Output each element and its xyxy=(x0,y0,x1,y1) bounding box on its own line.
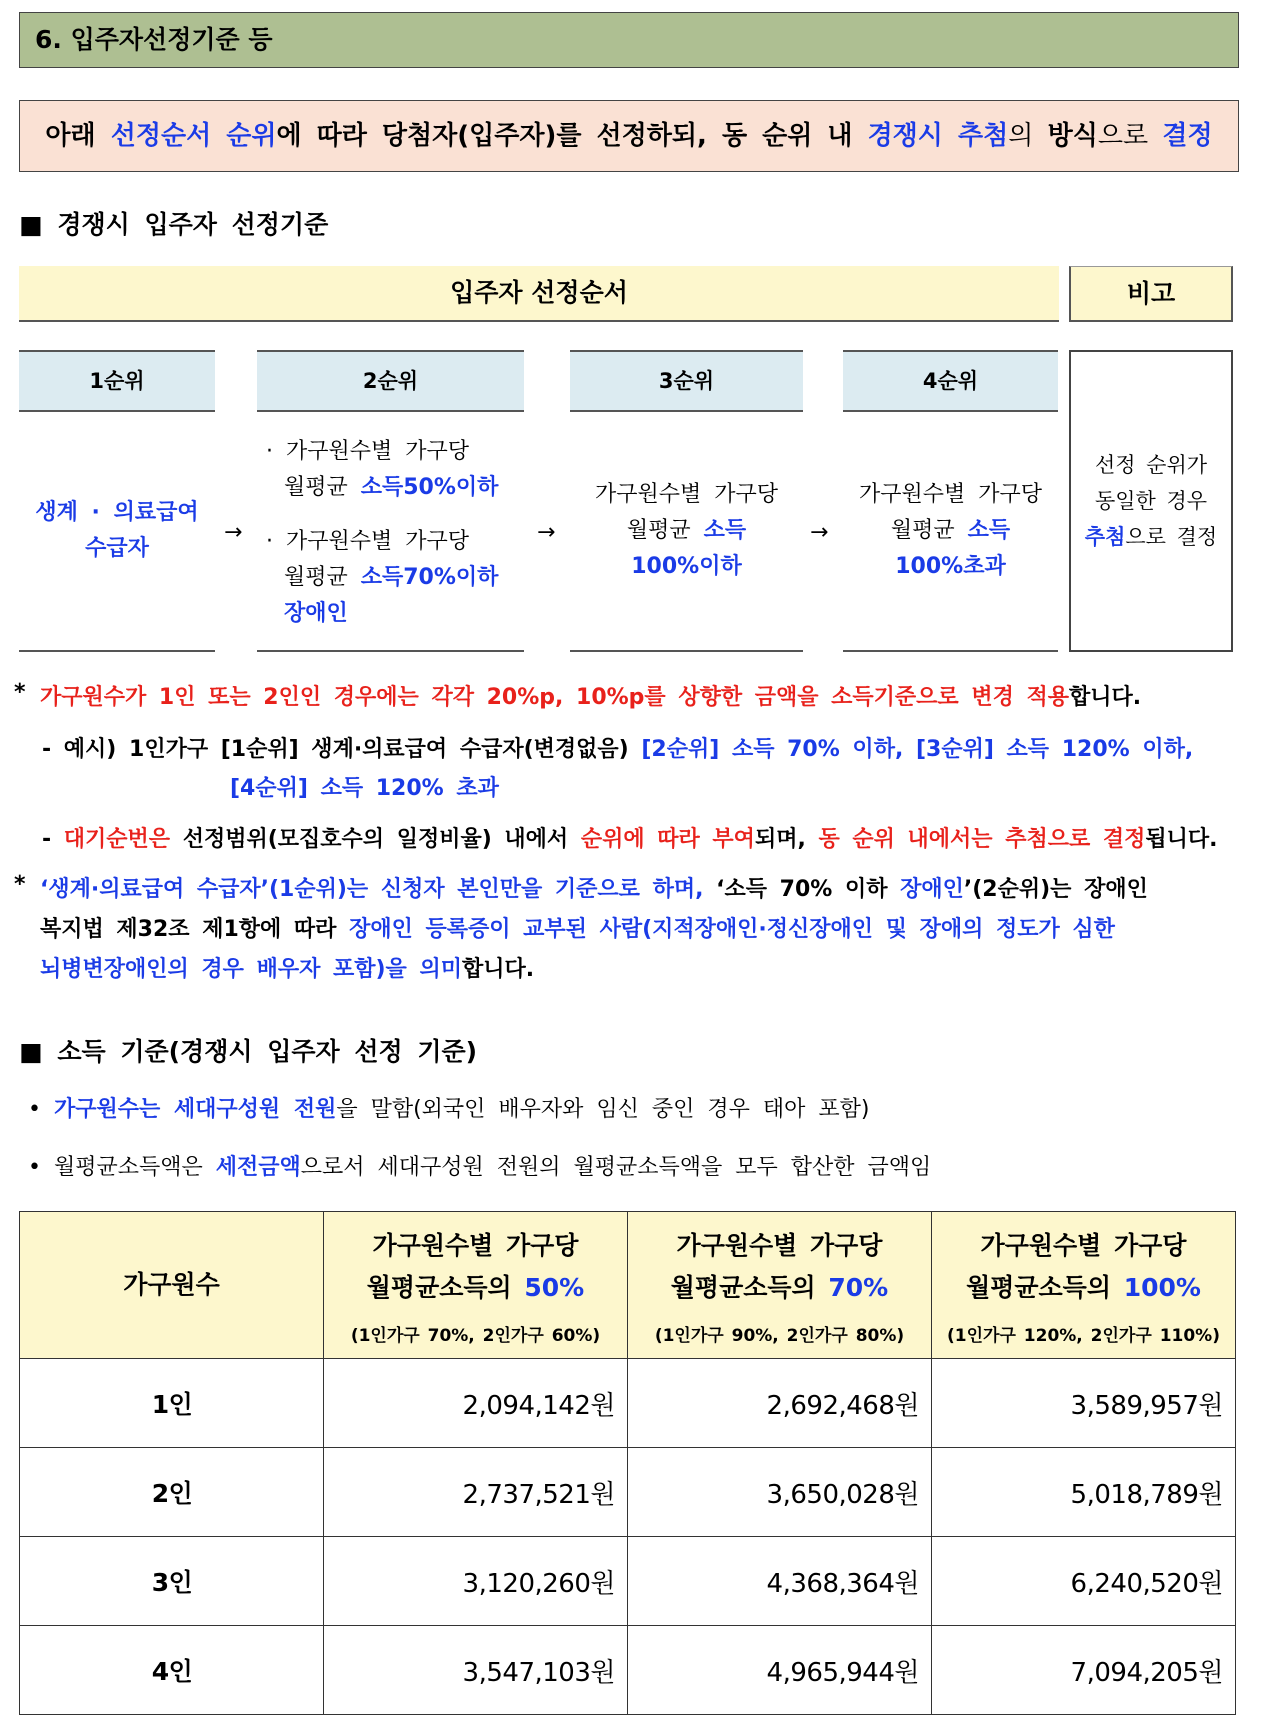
rank3-text: 월평균 xyxy=(626,518,704,543)
rank2-header: 2순위 xyxy=(257,350,524,412)
rank4-highlight: 소득 xyxy=(967,518,1011,543)
rank4-text: 월평균 xyxy=(890,518,968,543)
rank3-line xyxy=(595,513,778,549)
heading-income-criteria: ■ 소득 기준(경쟁시 입주자 선정 기준) xyxy=(19,1037,478,1066)
header-pct: 100% xyxy=(1123,1272,1201,1302)
rank3-header: 3순위 xyxy=(570,350,803,412)
cell-70pct: 3,650,028원 xyxy=(628,1448,932,1537)
note-text: 합니다. xyxy=(461,957,535,982)
note-blue: ‘생계·의료급여 수급자’(1순위)는 신청자 본인만을 기준으로 하며, xyxy=(40,877,704,902)
note-red: 순위에 따라 부여 xyxy=(580,827,755,852)
note-example-line2: [4순위] 소득 120% 초과 xyxy=(230,776,499,801)
rank2-line: · 가구원수별 가구당 xyxy=(266,439,469,464)
rank2-text: 월평균 xyxy=(284,475,361,500)
table-row xyxy=(20,1537,1236,1626)
note-text: ‘소득 70% 이하 xyxy=(703,877,901,902)
rank2-line: · 가구원수별 가구당 xyxy=(266,529,469,554)
rank1-line: 생계 · 의료급여 xyxy=(35,500,199,525)
rank4-header: 4순위 xyxy=(843,350,1058,412)
remark-line xyxy=(1085,519,1217,555)
table-header-row xyxy=(20,1212,1236,1359)
rank2-highlight: 소득50%이하 xyxy=(360,475,499,500)
notice-text: 의 xyxy=(1008,121,1048,151)
header-sub: (1인가구 70%, 2인가구 60%) xyxy=(350,1325,601,1346)
notice-highlight: 결정 xyxy=(1162,121,1213,151)
bullet-text: 을 말함(외국인 배우자와 임신 중인 경우 태아 포함) xyxy=(336,1097,870,1122)
section-title: 6. 입주자선정기준 등 xyxy=(19,12,1239,68)
remark-text: 으로 결정 xyxy=(1125,525,1218,549)
note-recipient-line2 xyxy=(40,912,1115,943)
header-50pct xyxy=(324,1212,628,1359)
notice-text: 에 따라 당첨자(입주자)를 선정하되, 동 순위 내 xyxy=(276,121,868,151)
remark-line: 동일한 경우 xyxy=(1094,489,1208,513)
cell-50pct: 3,547,103원 xyxy=(324,1626,628,1715)
header-line xyxy=(324,1267,627,1309)
remark-line: 선정 순위가 xyxy=(1094,453,1208,477)
rank1-body xyxy=(19,412,215,652)
note-recipient-line1 xyxy=(40,872,1148,903)
heading-selection-criteria: ■ 경쟁시 입주자 선정기준 xyxy=(19,210,329,239)
header-text: 월평균소득의 xyxy=(966,1272,1124,1302)
rank2-highlight: 소득70%이하 xyxy=(360,565,499,590)
cell-70pct: 4,965,944원 xyxy=(628,1626,932,1715)
note-text: - 예시) 1인가구 [1순위] 생계·의료급여 수급자(변경없음) xyxy=(42,737,642,762)
bullet-text: 으로서 세대구성원 전원의 월평균소득액을 모두 합산한 금액임 xyxy=(300,1155,932,1180)
rank1-line: 수급자 xyxy=(85,536,149,561)
header-sub: (1인가구 120%, 2인가구 110%) xyxy=(947,1325,1220,1346)
notice-text: 아래 xyxy=(45,121,111,151)
header-text: 월평균소득의 xyxy=(366,1272,525,1302)
rank2-body xyxy=(257,412,524,652)
note-blue: [2순위] 소득 70% 이하, [3순위] 소득 120% 이하, xyxy=(641,737,1194,762)
table-row xyxy=(20,1626,1236,1715)
cell-100pct: 5,018,789원 xyxy=(932,1448,1236,1537)
bullet-dot-icon: • xyxy=(28,1155,41,1180)
note-blue: 장애인 xyxy=(900,877,964,902)
note-example xyxy=(42,732,1193,763)
cell-100pct: 3,589,957원 xyxy=(932,1359,1236,1448)
bullet-dot-icon: • xyxy=(28,1097,41,1122)
arrow-icon: → xyxy=(537,520,556,545)
note-recipient-line3 xyxy=(40,952,534,983)
rank3-line: 100%이하 xyxy=(631,554,742,579)
rank2-line xyxy=(284,560,498,596)
row-label: 1인 xyxy=(20,1359,324,1448)
notice-highlight: 선정순서 순위 xyxy=(110,121,277,151)
bullet-household-members xyxy=(28,1092,870,1123)
note-text: 됩니다. xyxy=(1145,827,1218,852)
selection-order-banner: 입주자 선정순서 xyxy=(19,266,1059,322)
note-text: 선정범위(모집호수의 일정비율) 내에서 xyxy=(170,827,581,852)
note-text: ’(2순위)는 장애인 xyxy=(963,877,1148,902)
header-line xyxy=(932,1267,1235,1309)
cell-70pct: 4,368,364원 xyxy=(628,1537,932,1626)
rank2-text: 월평균 xyxy=(284,565,361,590)
header-line: 가구원수별 가구당 xyxy=(676,1230,883,1260)
remark-banner: 비고 xyxy=(1069,266,1233,322)
header-pct: 50% xyxy=(524,1272,585,1302)
header-100pct xyxy=(932,1212,1236,1359)
selection-notice xyxy=(19,100,1239,172)
row-label: 3인 xyxy=(20,1537,324,1626)
note-text: 합니다. xyxy=(1069,685,1142,710)
header-line xyxy=(628,1267,931,1309)
header-text: 월평균소득의 xyxy=(670,1272,829,1302)
bullet-monthly-income xyxy=(28,1150,931,1181)
remark-highlight: 추첨 xyxy=(1084,525,1126,549)
header-line: 가구원수별 가구당 xyxy=(980,1230,1187,1260)
rank1-header: 1순위 xyxy=(19,350,215,412)
row-label: 4인 xyxy=(20,1626,324,1715)
cell-100pct: 6,240,520원 xyxy=(932,1537,1236,1626)
header-pct: 70% xyxy=(828,1272,889,1302)
note-blue: 뇌병변장애인의 경우 배우자 포함)을 의미 xyxy=(40,957,462,982)
note-star: * xyxy=(14,680,26,705)
note-income-adjust xyxy=(40,680,1141,711)
table-row xyxy=(20,1448,1236,1537)
rank4-body xyxy=(843,412,1058,652)
cell-50pct: 3,120,260원 xyxy=(324,1537,628,1626)
cell-100pct: 7,094,205원 xyxy=(932,1626,1236,1715)
cell-50pct: 2,737,521원 xyxy=(324,1448,628,1537)
cell-70pct: 2,692,468원 xyxy=(628,1359,932,1448)
rank3-highlight: 소득 xyxy=(703,518,747,543)
notice-highlight: 경쟁시 추첨 xyxy=(867,121,1009,151)
notice-text: 방식 xyxy=(1047,121,1098,151)
bullet-highlight: 세전금액 xyxy=(215,1155,301,1180)
bullet-highlight: 가구원수는 세대구성원 전원 xyxy=(53,1097,337,1122)
remark-box xyxy=(1069,350,1233,652)
note-red: 대기순번은 xyxy=(63,827,171,852)
note-text: - xyxy=(42,827,64,852)
cell-50pct: 2,094,142원 xyxy=(324,1359,628,1448)
header-70pct xyxy=(628,1212,932,1359)
bullet-text: 월평균소득액은 xyxy=(53,1155,216,1180)
arrow-icon: → xyxy=(224,520,243,545)
row-label: 2인 xyxy=(20,1448,324,1537)
header-sub: (1인가구 90%, 2인가구 80%) xyxy=(654,1325,905,1346)
header-household-size xyxy=(20,1212,324,1359)
note-red: 가구원수가 1인 또는 2인인 경우에는 각각 20%p, 10%p를 상향한 금액을 소득기준으로 변경 적용 xyxy=(40,685,1070,710)
rank2-line xyxy=(284,470,498,506)
note-text: 복지법 제32조 제1항에 따라 xyxy=(40,917,350,942)
header-line: 가구원수별 가구당 xyxy=(372,1230,579,1260)
rank2-line: 장애인 xyxy=(284,601,348,626)
rank4-line: 가구원수별 가구당 xyxy=(858,482,1042,507)
table-row xyxy=(20,1359,1236,1448)
header-label: 가구원수 xyxy=(123,1270,220,1299)
arrow-icon: → xyxy=(810,520,829,545)
rank3-line: 가구원수별 가구당 xyxy=(594,482,778,507)
note-text: 되며, xyxy=(754,827,819,852)
note-red: 동 순위 내에서는 추첨으로 결정 xyxy=(818,827,1146,852)
income-table xyxy=(19,1211,1236,1715)
rank4-line xyxy=(859,513,1042,549)
note-waitlist xyxy=(42,822,1218,853)
rank4-line: 100%초과 xyxy=(895,554,1006,579)
notice-text: 으로 xyxy=(1097,121,1163,151)
rank3-body xyxy=(570,412,803,652)
note-blue: 장애인 등록증이 교부된 사람(지적장애인·정신장애인 및 장애의 정도가 심한 xyxy=(349,917,1115,942)
note-star: * xyxy=(14,872,26,897)
